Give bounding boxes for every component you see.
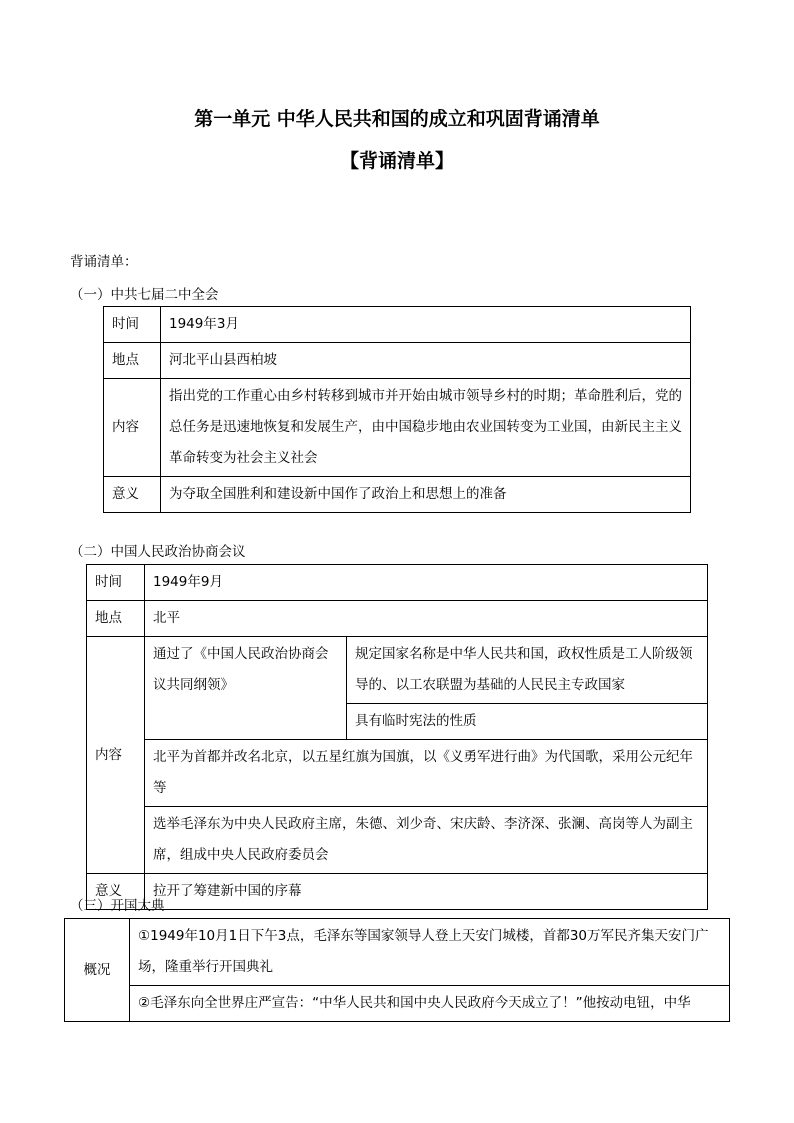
overview-label: 概况 bbox=[65, 919, 130, 1022]
table-row bbox=[87, 565, 708, 601]
table-row bbox=[87, 807, 708, 874]
section3-heading: （三）开国大典 bbox=[70, 898, 165, 914]
page-subtitle: 【背诵清单】 bbox=[339, 150, 454, 172]
row-value: 河北平山县西柏坡 bbox=[161, 343, 691, 379]
row-label: 地点 bbox=[104, 343, 161, 379]
content-a-right2: 具有临时宪法的性质 bbox=[347, 704, 708, 740]
row-label: 时间 bbox=[104, 307, 161, 343]
table-row bbox=[65, 919, 730, 986]
intro-label: 背诵清单： bbox=[70, 254, 138, 270]
row-value: 为夺取全国胜利和建设新中国作了政治上和思想上的准备 bbox=[161, 477, 691, 513]
significance-label: 意义 bbox=[87, 874, 145, 910]
overview-item-2: ②毛泽东向全世界庄严宣告：“中华人民共和国中央人民政府今天成立了！”他按动电钮，中华 bbox=[130, 986, 730, 1022]
time-value: 1949年9月 bbox=[145, 565, 708, 601]
table-row bbox=[104, 477, 691, 513]
section1-table bbox=[103, 306, 691, 513]
content-c: 选举毛泽东为中央人民政府主席，朱德、刘少奇、宋庆龄、李济深、张澜、高岗等人为副主席，组成中央人民政府委员会 bbox=[145, 807, 708, 874]
section2-table bbox=[86, 564, 708, 910]
section2-heading: （二）中国人民政治协商会议 bbox=[70, 544, 246, 560]
row-label: 内容 bbox=[104, 379, 161, 477]
table-row bbox=[104, 307, 691, 343]
table-row bbox=[87, 637, 708, 704]
place-label: 地点 bbox=[87, 601, 145, 637]
table-row bbox=[104, 343, 691, 379]
section1-heading: （一）中共七届二中全会 bbox=[70, 287, 219, 303]
content-label: 内容 bbox=[87, 637, 145, 874]
table-row bbox=[104, 379, 691, 477]
significance-value: 拉开了筹建新中国的序幕 bbox=[145, 874, 708, 910]
page-title: 第一单元 中华人民共和国的成立和巩固背诵清单 bbox=[194, 108, 600, 130]
row-label: 意义 bbox=[104, 477, 161, 513]
section3-table bbox=[64, 918, 730, 1022]
table-row bbox=[87, 740, 708, 807]
place-value: 北平 bbox=[145, 601, 708, 637]
row-value: 1949年3月 bbox=[161, 307, 691, 343]
content-a-left: 通过了《中国人民政治协商会议共同纲领》 bbox=[145, 637, 347, 740]
table-row bbox=[87, 874, 708, 910]
row-value: 指出党的工作重心由乡村转移到城市并开始由城市领导乡村的时期；革命胜利后，党的总任务是迅速地恢复和发展生产，由中国稳步地由农业国转变为工业国，由新民主主义革命转变为社会主义社会 bbox=[161, 379, 691, 477]
overview-item-1: ①1949年10月1日下午3点，毛泽东等国家领导人登上天安门城楼，首都30万军民齐集天安门广场，隆重举行开国典礼 bbox=[130, 919, 730, 986]
table-row bbox=[65, 986, 730, 1022]
content-a-right1: 规定国家名称是中华人民共和国，政权性质是工人阶级领导的、以工农联盟为基础的人民民主专政国家 bbox=[347, 637, 708, 704]
time-label: 时间 bbox=[87, 565, 145, 601]
table-row bbox=[87, 601, 708, 637]
content-b: 北平为首都并改名北京，以五星红旗为国旗，以《义勇军进行曲》为代国歌，采用公元纪年等 bbox=[145, 740, 708, 807]
